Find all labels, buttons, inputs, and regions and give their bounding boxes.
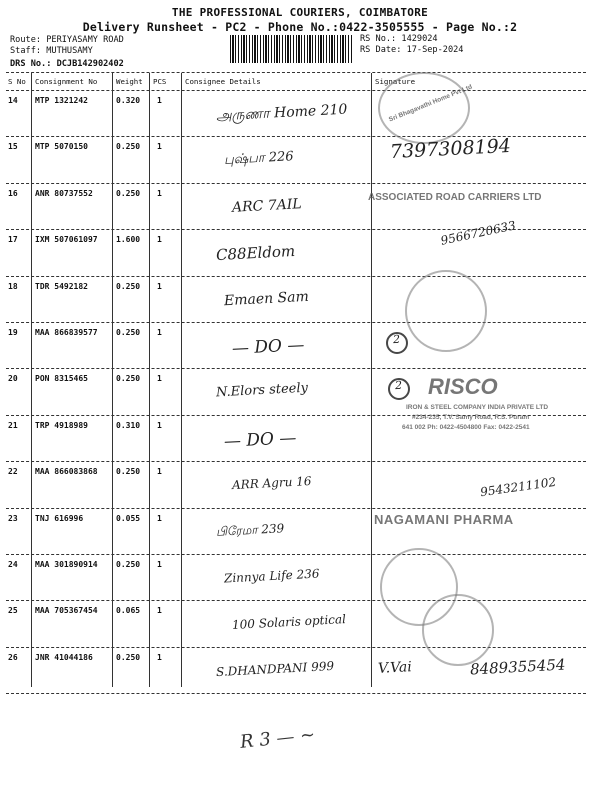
signature-phone-2: 9566720633 xyxy=(439,218,517,248)
row-weight: 1.600 xyxy=(116,235,141,245)
row-sno: 23 xyxy=(8,513,18,523)
row-weight: 0.250 xyxy=(116,328,141,337)
row-consignment: TNJ 616996 xyxy=(35,513,84,523)
row-sno: 22 xyxy=(8,467,18,477)
consignee-handwriting: ARC 7AIL xyxy=(231,195,303,216)
row-weight: 0.250 xyxy=(116,467,141,477)
row-pcs: 1 xyxy=(157,281,162,291)
row-pcs: 1 xyxy=(157,96,162,105)
staff-label: Staff: MUTHUSAMY xyxy=(10,46,93,56)
footer-note: R 3 — ~ xyxy=(239,724,317,753)
runsheet-title: Delivery Runsheet - PC2 - Phone No.:0422-3505555 - Page No.:2 xyxy=(82,20,518,34)
row-sno: 14 xyxy=(8,96,18,105)
stamp-circle xyxy=(422,594,494,666)
row-weight: 0.320 xyxy=(116,96,141,105)
stamp-arc: ASSOCIATED ROAD CARRIERS LTD xyxy=(368,192,542,203)
row-weight: 0.250 xyxy=(116,281,141,291)
row-pcs: 1 xyxy=(157,652,162,662)
row-sno: 15 xyxy=(8,142,18,152)
col-header-details: Consignee Details xyxy=(185,77,261,86)
circle-mark-text: 2 xyxy=(392,332,401,347)
circle-mark-text: 2 xyxy=(394,378,403,393)
row-consignment: ANR 80737552 xyxy=(35,188,93,198)
row-separator xyxy=(6,693,586,694)
row-pcs: 1 xyxy=(157,374,162,384)
row-pcs: 1 xyxy=(157,188,162,198)
consignee-handwriting: — DO — xyxy=(231,335,305,359)
stamp-home-text: Sri Bhagavathi Home Pvt Ltd xyxy=(387,83,474,124)
consignee-handwriting: அருணா Home 210 xyxy=(215,101,348,125)
row-weight: 0.250 xyxy=(116,652,141,662)
row-sno: 18 xyxy=(8,281,18,291)
consignee-handwriting: புஷ்பா 226 xyxy=(223,149,294,169)
row-pcs: 1 xyxy=(157,142,162,152)
consignee-handwriting: Emaen Sam xyxy=(223,288,310,309)
stamp-risco-line1: IRON & STEEL COMPANY INDIA PRIVATE LTD xyxy=(406,404,549,411)
row-consignment: MAA 866839577 xyxy=(35,328,98,337)
row-consignment: MTP 1321242 xyxy=(35,96,88,105)
row-pcs: 1 xyxy=(157,467,162,477)
table-row xyxy=(6,91,586,137)
consignee-handwriting: C88Eldom xyxy=(215,242,296,265)
row-weight: 0.250 xyxy=(116,560,141,569)
row-consignment: MTP 5070150 xyxy=(35,142,88,152)
row-sno: 24 xyxy=(8,560,18,569)
row-sno: 19 xyxy=(8,328,18,337)
row-sno: 17 xyxy=(8,235,18,245)
row-pcs: 1 xyxy=(157,560,162,569)
table-row xyxy=(6,555,586,601)
row-pcs: 1 xyxy=(157,420,162,430)
stamp-risco-line2: #234-235, T.V. Samy Road, R.S. Puram xyxy=(412,414,530,421)
row-weight: 0.250 xyxy=(116,374,141,384)
col-header-sno: S No xyxy=(8,77,26,86)
table-row xyxy=(6,230,586,276)
signature-v: V.Vai xyxy=(377,659,413,677)
table-row xyxy=(6,416,586,462)
consignee-handwriting: ARR Agru 16 xyxy=(231,474,312,493)
row-sno: 20 xyxy=(8,374,18,384)
row-consignment: PON 8315465 xyxy=(35,374,88,384)
row-consignment: MAA 866083868 xyxy=(35,467,98,477)
stamp-risco: RISCO xyxy=(428,374,498,399)
signature-phone-3: 9543211102 xyxy=(479,474,557,500)
row-sno: 16 xyxy=(8,188,18,198)
consignee-handwriting: Zinnya Life 236 xyxy=(223,566,320,586)
signature-phone-4: 8489355454 xyxy=(469,655,566,679)
row-sno: 25 xyxy=(8,606,18,616)
table-row xyxy=(6,323,586,369)
company-title: THE PROFESSIONAL COURIERS, COIMBATORE xyxy=(171,6,429,19)
route-label: Route: PERIYASAMY ROAD xyxy=(10,35,124,45)
stamp-risco-line3: 641 002 Ph: 0422-4504800 Fax: 0422-2541 xyxy=(402,424,530,431)
col-header-weight: Weight xyxy=(116,77,143,86)
row-consignment: MAA 705367454 xyxy=(35,606,98,616)
table-row xyxy=(6,601,586,647)
signature-phone-1: 7397308194 xyxy=(389,134,512,164)
table-row xyxy=(6,277,586,323)
row-sno: 26 xyxy=(8,652,18,662)
row-consignment: MAA 301890914 xyxy=(35,560,98,569)
col-header-signature: Signature xyxy=(375,77,416,86)
consignee-handwriting: N.Elors steely xyxy=(215,380,309,401)
header-top-rule xyxy=(6,72,586,73)
col-header-consignment: Consignment No xyxy=(35,77,98,86)
row-pcs: 1 xyxy=(157,235,162,245)
consignee-handwriting: S.DHANDPANI 999 xyxy=(215,658,335,679)
row-pcs: 1 xyxy=(157,513,162,523)
stamp-circle xyxy=(405,270,487,352)
row-consignment: IXM 507061097 xyxy=(35,235,98,245)
row-weight: 0.065 xyxy=(116,606,141,616)
row-weight: 0.250 xyxy=(116,142,141,152)
rs-date: RS Date: 17-Sep-2024 xyxy=(360,45,464,55)
rs-number: RS No.: 1429024 xyxy=(360,34,438,44)
consignee-handwriting: 100 Solaris optical xyxy=(231,612,347,633)
barcode xyxy=(230,35,353,63)
col-header-pcs: PCS xyxy=(153,77,167,86)
stamp-nagamani: NAGAMANI PHARMA xyxy=(374,512,514,527)
consignee-handwriting: — DO — xyxy=(223,427,297,452)
row-consignment: JNR 41044186 xyxy=(35,652,93,662)
row-weight: 0.055 xyxy=(116,513,141,523)
row-pcs: 1 xyxy=(157,328,162,337)
row-consignment: TDR 5492182 xyxy=(35,281,88,291)
row-consignment: TRP 4918989 xyxy=(35,420,88,430)
row-pcs: 1 xyxy=(157,606,162,616)
consignee-handwriting: பிரேமா 239 xyxy=(215,520,285,539)
row-weight: 0.250 xyxy=(116,188,141,198)
row-weight: 0.310 xyxy=(116,420,141,430)
drs-number: DRS No.: DCJB142902402 xyxy=(10,59,124,69)
row-sno: 21 xyxy=(8,420,18,430)
